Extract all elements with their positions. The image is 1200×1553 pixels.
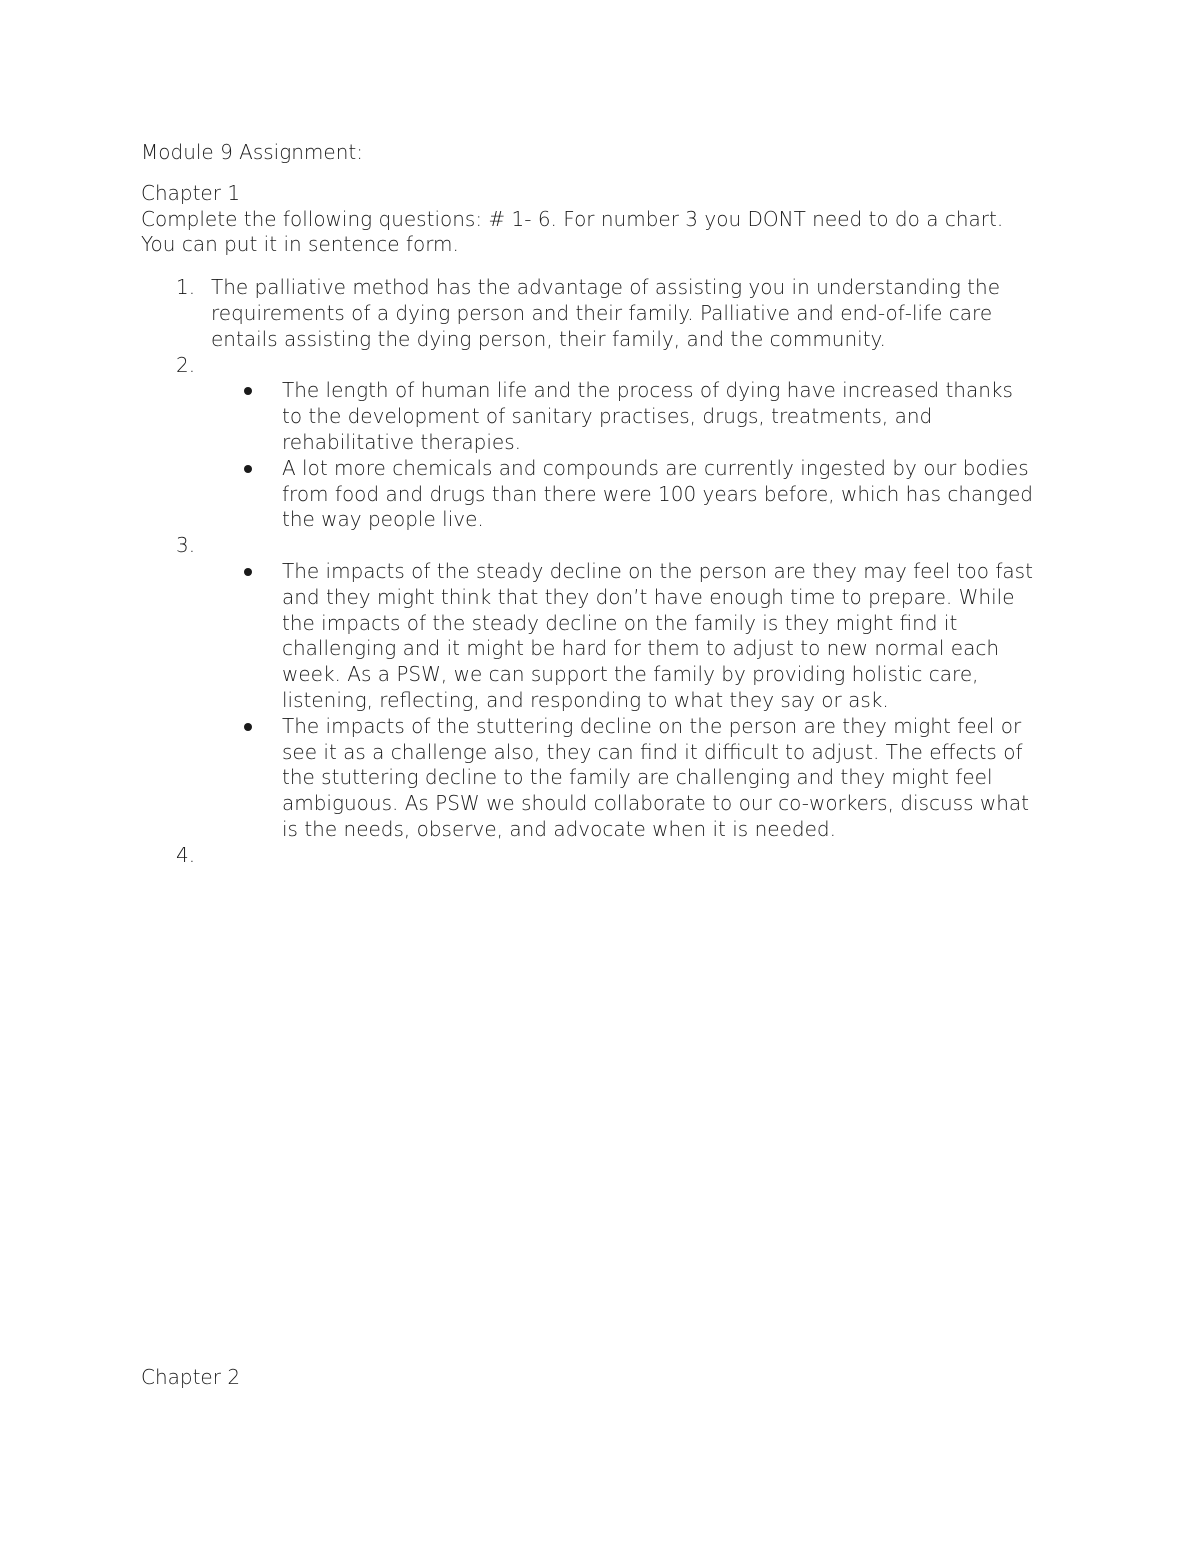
bullet-icon — [244, 387, 252, 395]
bullet-item — [141, 714, 1071, 843]
chapter-1-instructions — [141, 207, 1071, 259]
chapter-1-heading: Chapter 1 — [141, 180, 241, 205]
document-title: Module 9 Assignment: — [141, 140, 363, 164]
bullet-line: the stuttering decline to the family are challenging and they might feel — [282, 765, 993, 790]
bullet-icon — [244, 568, 252, 576]
bullet-line: The length of human life and the process of dying have increased thanks — [282, 378, 1013, 403]
question-item — [141, 533, 1071, 559]
instructions-line: Complete the following questions: # 1- 6. For number 3 you DONT need to do a chart. — [141, 206, 1004, 231]
answer-text — [211, 275, 1071, 352]
chapter-2-heading: Chapter 2 — [141, 1365, 241, 1389]
answer-line: The palliative method has the advantage of assisting you in understanding the — [211, 275, 1001, 300]
question-number: 3. — [176, 533, 196, 558]
bullet-line: week. As a PSW, we can support the family by providing holistic care, — [282, 662, 979, 687]
bullet-line: The impacts of the steady decline on the person are they may feel too fast — [282, 558, 1033, 583]
bullet-icon — [244, 465, 252, 473]
question-number: 4. — [176, 842, 196, 867]
answer-line: entails assisting the dying person, their family, and the community. — [211, 326, 886, 351]
answer-line: requirements of a dying person and their family. Palliative and end-of-life care — [211, 300, 993, 325]
bullet-line: the way people live. — [282, 507, 484, 532]
bullet-icon — [244, 723, 252, 731]
bullet-line: the impacts of the steady decline on the family is they might find it — [282, 610, 958, 635]
question-item — [141, 275, 1071, 352]
bullet-line: The impacts of the stuttering decline on the person are they might feel or — [282, 713, 1022, 738]
question-number: 2. — [176, 352, 196, 377]
question-item — [141, 843, 1071, 869]
bullet-list — [141, 559, 1071, 843]
bullet-list — [141, 378, 1071, 533]
bullet-line: listening, reflecting, and responding to what they say or ask. — [282, 687, 889, 712]
bullet-line: A lot more chemicals and compounds are currently ingested by our bodies — [282, 455, 1029, 480]
bullet-line: ambiguous. As PSW we should collaborate to our co-workers, discuss what — [282, 791, 1029, 816]
question-number: 1. — [176, 275, 196, 300]
question-item — [141, 353, 1071, 379]
instructions-line: You can put it in sentence form. — [141, 232, 459, 257]
bullet-line: from food and drugs than there were 100 years before, which has changed — [282, 481, 1033, 506]
bullet-line: to the development of sanitary practises, drugs, treatments, and — [282, 404, 933, 429]
bullet-line: rehabilitative therapies. — [282, 429, 522, 454]
bullet-line: see it as a challenge also, they can find it difficult to adjust. The effects of — [282, 739, 1023, 764]
bullet-line: is the needs, observe, and advocate when it is needed. — [282, 816, 836, 841]
bullet-item — [141, 559, 1071, 714]
bullet-item — [141, 378, 1071, 455]
document-page — [141, 140, 1071, 869]
bullet-line: and they might think that they don’t have enough time to prepare. While — [282, 584, 1015, 609]
bullet-line: challenging and it might be hard for them to adjust to new normal each — [282, 636, 1000, 661]
bullet-item — [141, 456, 1071, 533]
question-list — [141, 275, 1071, 868]
